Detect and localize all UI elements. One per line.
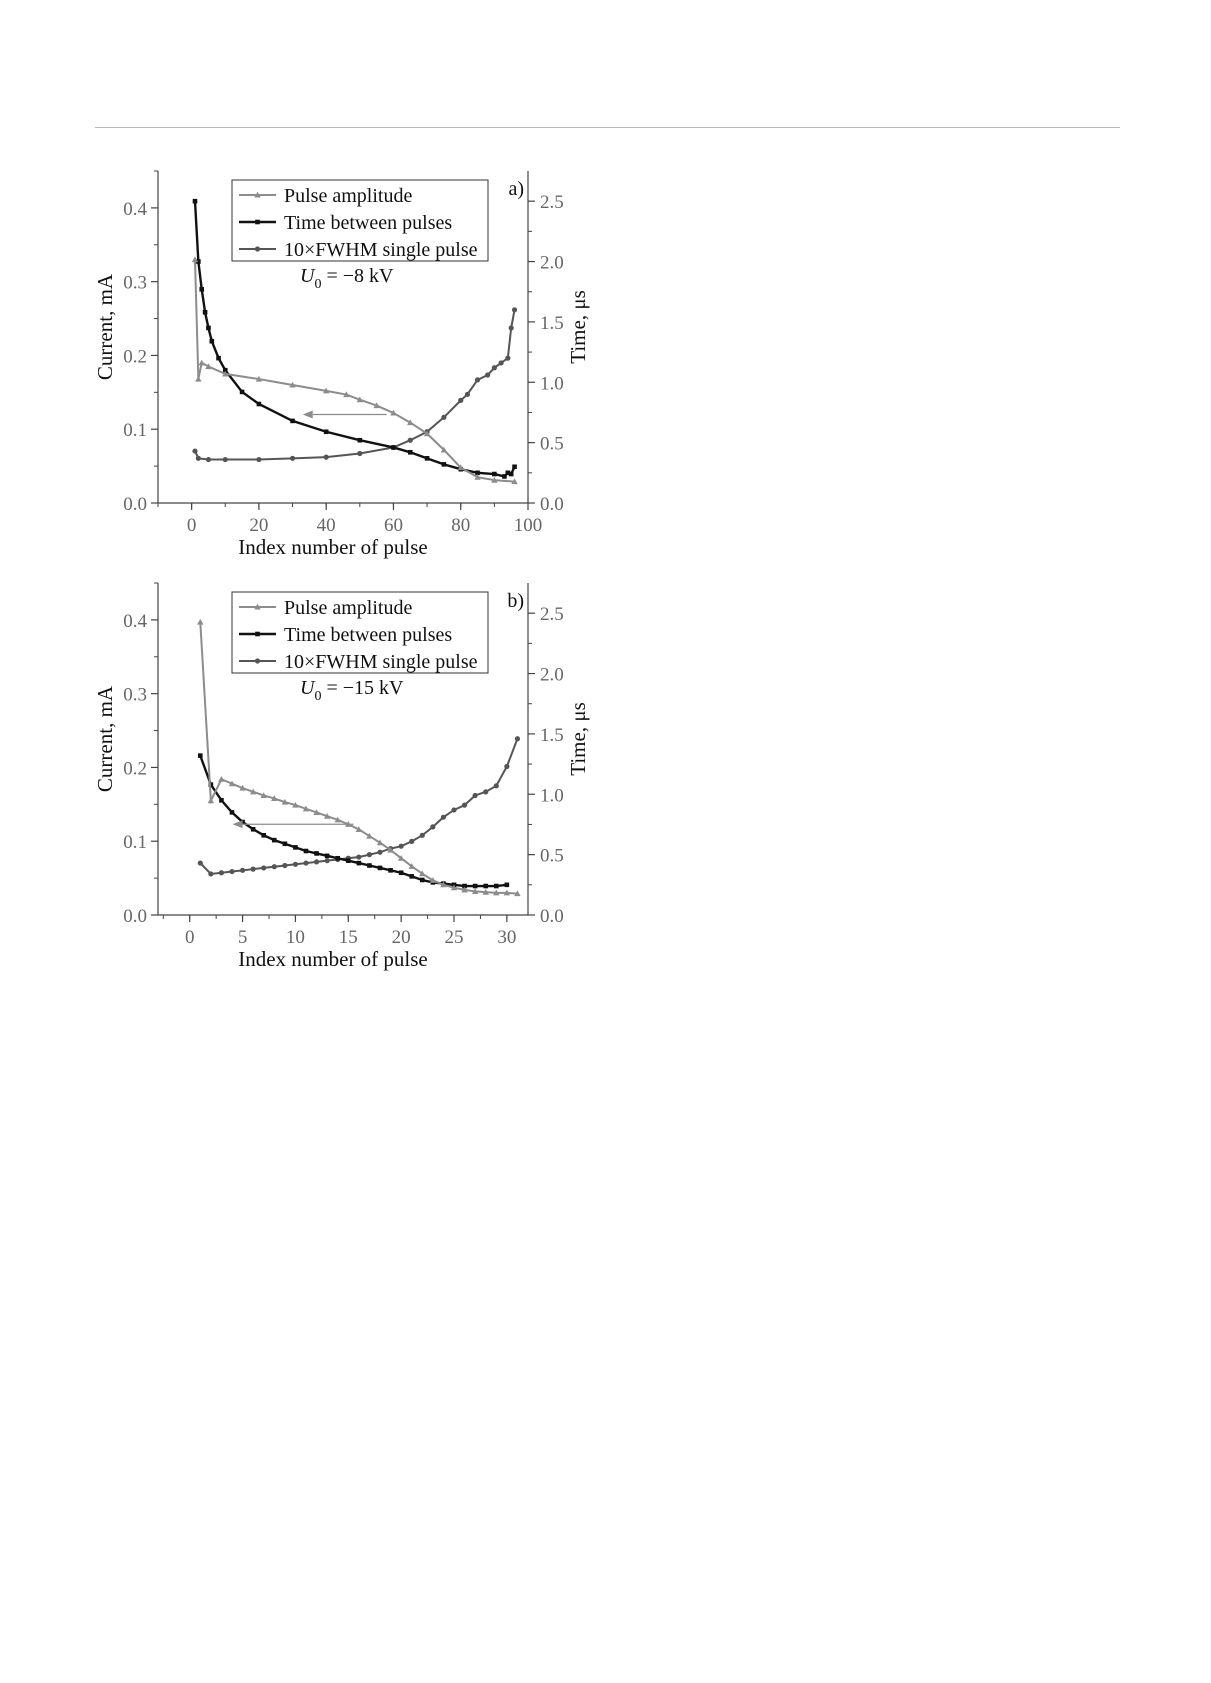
y-left-tick-label: 0.4 — [123, 610, 147, 632]
data-point — [515, 736, 520, 741]
data-point — [203, 310, 208, 315]
legend-label: Pulse amplitude — [284, 185, 413, 207]
data-point — [442, 462, 447, 467]
chart-panel-b — [0, 577, 590, 977]
data-point — [378, 866, 383, 871]
data-point — [388, 868, 393, 873]
voltage-value: = −8 kV — [321, 265, 394, 287]
data-point — [219, 798, 224, 803]
data-point — [223, 457, 228, 462]
y-right-tick-label: 1.5 — [540, 312, 564, 334]
data-point — [430, 824, 435, 829]
data-point — [210, 339, 215, 344]
data-point — [335, 856, 340, 861]
arrow-head — [233, 820, 243, 828]
x-tick-label: 40 — [316, 515, 336, 536]
legend-label: Time between pulses — [284, 212, 453, 234]
data-point — [357, 861, 362, 866]
legend-swatch-marker — [255, 246, 260, 251]
panel-label: b) — [507, 590, 524, 612]
data-point — [218, 776, 224, 782]
series-0 — [192, 256, 518, 484]
data-point — [206, 326, 211, 331]
data-point — [324, 429, 329, 434]
y-right-tick-label: 2.5 — [540, 192, 564, 214]
voltage-symbol: U — [300, 265, 315, 287]
data-point — [256, 457, 261, 462]
x-axis-title: Index number of pulse — [238, 947, 428, 971]
y-axis-left-title: Current, mA — [93, 273, 117, 381]
series-1 — [198, 753, 509, 888]
data-point — [485, 372, 490, 377]
data-point — [192, 448, 197, 453]
data-point — [494, 783, 499, 788]
data-point — [462, 803, 467, 808]
voltage-annotation — [300, 677, 404, 704]
data-point — [257, 402, 262, 407]
legend-label: Time between pulses — [284, 624, 453, 646]
data-point — [272, 864, 277, 869]
data-point — [346, 858, 351, 863]
data-point — [314, 859, 319, 864]
data-point — [458, 398, 463, 403]
legend-label: 10×FWHM single pulse — [284, 651, 478, 673]
data-point — [358, 438, 363, 443]
x-tick-label: 0 — [186, 515, 197, 536]
y-right-tick-label: 0.0 — [540, 494, 564, 515]
x-tick-label: 100 — [513, 515, 543, 536]
voltage-subscript: 0 — [314, 277, 322, 292]
y-axis-left-title: Current, mA — [93, 685, 117, 793]
y-right-tick-label: 0.5 — [540, 845, 564, 867]
data-point — [356, 854, 361, 859]
data-point — [509, 472, 514, 477]
y-left-tick-label: 0.0 — [123, 906, 147, 927]
series-line — [200, 739, 517, 874]
y-left-tick-label: 0.2 — [123, 758, 147, 780]
data-point — [420, 833, 425, 838]
voltage-annotation — [300, 265, 394, 292]
data-point — [451, 807, 456, 812]
y-left-tick-label: 0.1 — [123, 420, 147, 442]
data-point — [367, 863, 372, 868]
y-left-tick-label: 0.3 — [123, 272, 147, 294]
x-tick-label: 25 — [444, 927, 464, 948]
data-point — [473, 884, 478, 889]
y-right-tick-label: 0.5 — [540, 433, 564, 455]
y-right-tick-label: 2.0 — [540, 664, 564, 686]
data-point — [199, 287, 204, 292]
header-rule — [95, 127, 1120, 128]
data-point — [483, 884, 488, 889]
data-point — [465, 392, 470, 397]
x-tick-label: 20 — [249, 515, 269, 536]
data-point — [504, 764, 509, 769]
data-point — [240, 390, 245, 395]
voltage-symbol: U — [300, 677, 315, 699]
data-point — [357, 451, 362, 456]
data-point — [512, 307, 517, 312]
data-point — [441, 415, 446, 420]
y-right-tick-label: 2.5 — [540, 604, 564, 626]
data-point — [475, 377, 480, 382]
x-tick-label: 5 — [237, 927, 248, 948]
legend-label: 10×FWHM single pulse — [284, 239, 478, 261]
series-2 — [198, 736, 520, 876]
data-point — [251, 867, 256, 872]
series-line — [200, 756, 507, 886]
data-point — [325, 854, 330, 859]
data-point — [261, 833, 266, 838]
data-point — [195, 376, 201, 382]
data-point — [492, 365, 497, 370]
data-point — [391, 445, 396, 450]
data-point — [216, 356, 221, 361]
data-point — [230, 810, 235, 815]
data-point — [193, 199, 198, 204]
data-point — [303, 860, 308, 865]
y-right-tick-label: 1.0 — [540, 373, 564, 395]
y-left-tick-label: 0.2 — [123, 346, 147, 368]
series-line — [195, 310, 515, 460]
series-line — [195, 260, 515, 482]
data-point — [290, 456, 295, 461]
data-point — [494, 884, 499, 889]
data-point — [512, 464, 517, 469]
y-left-tick-label: 0.4 — [123, 198, 147, 220]
data-point — [283, 841, 288, 846]
y-axis-right-title: Time, μs — [566, 290, 590, 364]
data-point — [325, 858, 330, 863]
data-point — [367, 852, 372, 857]
data-point — [290, 419, 295, 424]
data-point — [197, 619, 203, 625]
data-point — [196, 456, 201, 461]
panel-label: a) — [508, 178, 524, 200]
data-point — [282, 863, 287, 868]
x-tick-label: 0 — [184, 927, 195, 948]
data-point — [408, 450, 413, 455]
data-point — [272, 838, 277, 843]
x-axis-title: Index number of pulse — [238, 535, 428, 559]
chart-panel-a — [0, 165, 590, 565]
data-point — [441, 815, 446, 820]
data-point — [198, 753, 203, 758]
y-axis-right-title: Time, μs — [566, 702, 590, 776]
data-point — [208, 871, 213, 876]
legend-swatch-marker — [255, 658, 260, 663]
voltage-subscript: 0 — [314, 689, 322, 704]
data-point — [409, 839, 414, 844]
legend — [232, 180, 488, 261]
y-left-tick-label: 0.0 — [123, 494, 147, 515]
data-point — [408, 438, 413, 443]
data-point — [314, 851, 319, 856]
data-point — [498, 360, 503, 365]
data-point — [505, 883, 510, 888]
legend-swatch-marker — [255, 632, 260, 637]
data-point — [420, 878, 425, 883]
legend-swatch-marker — [255, 220, 260, 225]
data-point — [377, 850, 382, 855]
y-right-tick-label: 1.0 — [540, 785, 564, 807]
legend-label: Pulse amplitude — [284, 597, 413, 619]
x-tick-label: 20 — [391, 927, 411, 948]
legend — [232, 592, 488, 673]
data-point — [399, 870, 404, 875]
y-right-tick-label: 2.0 — [540, 252, 564, 274]
y-left-tick-label: 0.1 — [123, 832, 147, 854]
data-point — [304, 849, 309, 854]
x-tick-label: 80 — [451, 515, 471, 536]
data-point — [198, 860, 203, 865]
x-tick-label: 30 — [497, 927, 517, 948]
y-right-tick-label: 1.5 — [540, 724, 564, 746]
data-point — [505, 356, 510, 361]
data-point — [293, 845, 298, 850]
arrow-head — [303, 410, 313, 418]
data-point — [399, 844, 404, 849]
data-point — [492, 472, 497, 477]
y-left-tick-label: 0.3 — [123, 684, 147, 706]
data-point — [240, 868, 245, 873]
data-point — [409, 874, 414, 879]
data-point — [206, 457, 211, 462]
data-point — [199, 360, 205, 366]
data-point — [293, 862, 298, 867]
data-point — [425, 456, 430, 461]
y-right-tick-label: 0.0 — [540, 906, 564, 927]
data-point — [473, 793, 478, 798]
x-tick-label: 10 — [285, 927, 305, 948]
x-tick-label: 60 — [383, 515, 403, 536]
data-point — [261, 865, 266, 870]
voltage-value: = −15 kV — [321, 677, 404, 699]
data-point — [324, 455, 329, 460]
data-point — [509, 325, 514, 330]
data-point — [229, 869, 234, 874]
data-point — [219, 870, 224, 875]
data-point — [483, 789, 488, 794]
data-point — [251, 827, 256, 832]
x-tick-label: 15 — [338, 927, 358, 948]
